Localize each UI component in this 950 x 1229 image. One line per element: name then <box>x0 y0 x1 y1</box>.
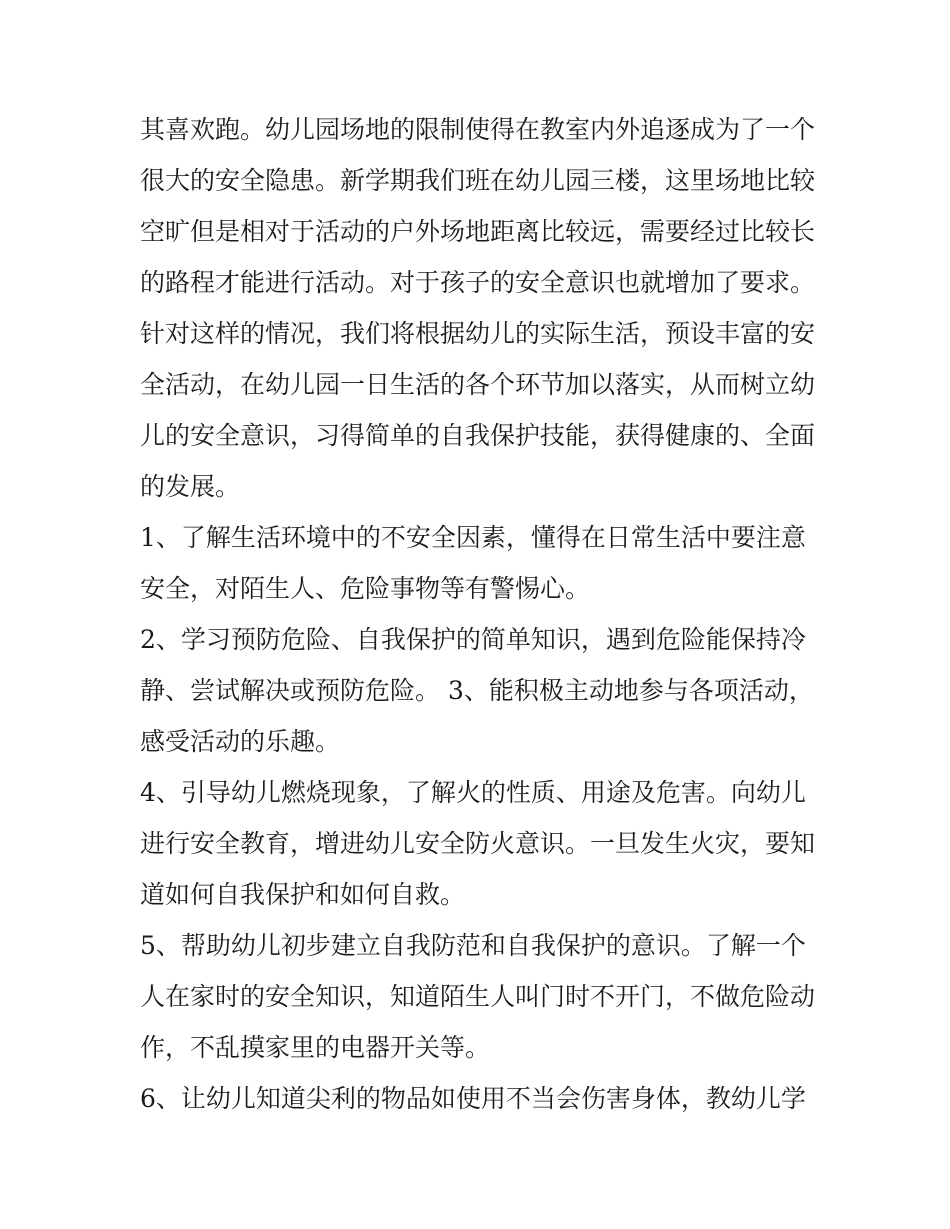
text-line: 的发展。 <box>140 472 241 501</box>
text-line: 其喜欢跑。幼儿园场地的限制使得在教室内外追逐成为了一个 <box>140 115 816 144</box>
list-item-3-line: 感受活动的乐趣。 <box>140 727 341 756</box>
text-line: 的路程才能进行活动。对于孩子的安全意识也就增加了要求。 <box>140 268 816 297</box>
list-item-5-line: 作，不乱摸家里的电器开关等。 <box>140 1033 491 1062</box>
text-line: 空旷但是相对于活动的户外场地距离比较远，需要经过比较长 <box>140 217 816 246</box>
text-line: 很大的安全隐患。新学期我们班在幼儿园三楼，这里场地比较 <box>140 166 816 195</box>
list-item-1-line: 安全，对陌生人、危险事物等有警惕心。 <box>140 574 591 603</box>
list-item-2-line: 2、学习预防危险、自我保护的简单知识，遇到危险能保持冷 <box>140 625 806 654</box>
list-item-1-line: 1、了解生活环境中的不安全因素，懂得在日常生活中要注意 <box>140 523 806 552</box>
list-item-4-line: 4、引导幼儿燃烧现象，了解火的性质、用途及危害。向幼儿 <box>140 778 806 807</box>
list-item-6-line: 6、让幼儿知道尖利的物品如使用不当会伤害身体，教幼儿学 <box>140 1084 806 1113</box>
list-item-4-line: 进行安全教育，增进幼儿安全防火意识。一旦发生火灾，要知 <box>140 829 816 858</box>
list-item-4-line: 道如何自我保护和如何自救。 <box>140 880 466 909</box>
list-item-5-line: 5、帮助幼儿初步建立自我防范和自我保护的意识。了解一个 <box>140 931 806 960</box>
text-line: 针对这样的情况，我们将根据幼儿的实际生活，预设丰富的安 <box>140 319 816 348</box>
list-item-5-line: 人在家时的安全知识，知道陌生人叫门时不开门，不做危险动 <box>140 982 816 1011</box>
text-line: 儿的安全意识，习得简单的自我保护技能，获得健康的、全面 <box>140 421 816 450</box>
list-item-2-3-line: 静、尝试解决或预防危险。 3、能积极主动地参与各项活动， <box>140 676 814 705</box>
text-line: 全活动，在幼儿园一日生活的各个环节加以落实，从而树立幼 <box>140 370 816 399</box>
document-body <box>140 104 820 1124</box>
